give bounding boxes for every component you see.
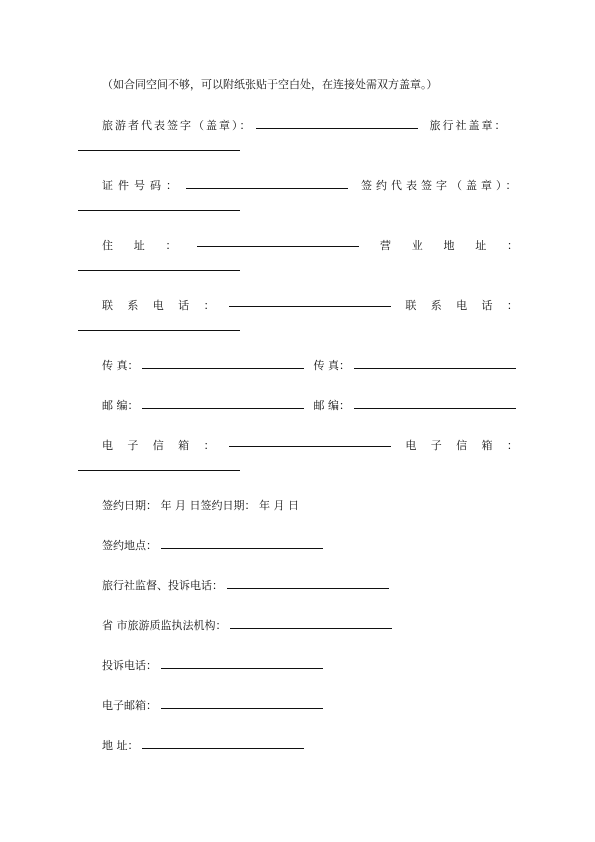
tourist-signature-label: 旅游者代表签字（盖章）： bbox=[102, 119, 253, 132]
phone-row bbox=[102, 297, 518, 313]
postcode-row bbox=[102, 397, 516, 413]
email-label-char-4: 箱 bbox=[178, 439, 190, 452]
address-field[interactable] bbox=[197, 237, 359, 247]
address-label-char-1: 住 bbox=[102, 239, 113, 252]
address-row bbox=[102, 237, 518, 253]
business-address-colon: ： bbox=[507, 239, 518, 252]
authority-field[interactable] bbox=[230, 619, 392, 629]
authority-address-label: 地 址： bbox=[102, 739, 139, 752]
complaint-phone-label: 投诉电话： bbox=[102, 659, 157, 672]
email-label-colon: ： bbox=[203, 439, 215, 452]
phone-label-char-1: 联 bbox=[102, 299, 113, 312]
authority-address-row bbox=[102, 737, 304, 753]
business-address-char-2: 业 bbox=[411, 239, 423, 252]
authority-address-field[interactable] bbox=[142, 739, 304, 749]
business-address-field[interactable] bbox=[78, 269, 240, 271]
business-address-char-1: 营 bbox=[380, 239, 391, 252]
email-row bbox=[102, 437, 518, 453]
authority-email-row bbox=[102, 697, 323, 713]
sign-place-label: 签约地点： bbox=[102, 539, 157, 552]
agency-phone-colon: ： bbox=[506, 299, 518, 312]
tourist-postcode-field[interactable] bbox=[142, 399, 304, 409]
agency-fax-field[interactable] bbox=[354, 359, 516, 369]
complaint-phone-field[interactable] bbox=[161, 659, 323, 669]
email-label-char-2: 子 bbox=[127, 439, 139, 452]
agent-signature-field[interactable] bbox=[78, 209, 240, 211]
agency-phone-field[interactable] bbox=[78, 329, 240, 331]
signature-row bbox=[102, 117, 508, 133]
tourist-signature-field[interactable] bbox=[256, 119, 418, 129]
agency-phone-char-2: 系 bbox=[430, 299, 442, 312]
agent-signature-label: 签约代表签字（盖章）： bbox=[361, 179, 521, 192]
agency-phone-char-1: 联 bbox=[405, 299, 417, 312]
agency-email-char-3: 信 bbox=[456, 439, 468, 452]
phone-label-char-3: 电 bbox=[152, 299, 164, 312]
tourist-email-field[interactable] bbox=[229, 437, 391, 447]
business-address-char-4: 址 bbox=[475, 239, 487, 252]
id-number-field[interactable] bbox=[186, 179, 348, 189]
agency-seal-label: 旅行社盖章： bbox=[429, 119, 508, 132]
agency-postcode-label: 邮 编： bbox=[313, 399, 350, 412]
agency-complaint-label: 旅行社监督、投诉电话： bbox=[102, 579, 223, 592]
authority-email-label: 电子邮箱： bbox=[102, 699, 157, 712]
address-label-char-2: 址 bbox=[133, 239, 145, 252]
agency-complaint-field[interactable] bbox=[227, 579, 389, 589]
agency-complaint-row bbox=[102, 577, 389, 593]
sign-place-row bbox=[102, 537, 323, 553]
authority-email-field[interactable] bbox=[161, 699, 323, 709]
supplement-note: （如合同空间不够，可以附纸张贴于空白处，在连接处需双方盖章。） bbox=[102, 78, 438, 91]
agency-email-colon: ： bbox=[506, 439, 518, 452]
tourist-fax-field[interactable] bbox=[142, 359, 304, 369]
tourist-postcode-label: 邮 编： bbox=[102, 399, 139, 412]
agency-seal-field[interactable] bbox=[78, 149, 240, 151]
agency-email-char-1: 电 bbox=[405, 439, 417, 452]
agency-email-field[interactable] bbox=[78, 469, 240, 471]
agency-phone-char-4: 话 bbox=[481, 299, 493, 312]
agency-postcode-field[interactable] bbox=[354, 399, 516, 409]
agency-phone-char-3: 电 bbox=[456, 299, 468, 312]
business-address-char-3: 地 bbox=[443, 239, 455, 252]
agency-fax-label: 传 真： bbox=[313, 359, 350, 372]
id-number-row bbox=[102, 177, 521, 193]
sign-place-field[interactable] bbox=[161, 539, 323, 549]
authority-label: 省 市旅游质监执法机构： bbox=[102, 619, 227, 632]
email-label-char-3: 信 bbox=[152, 439, 164, 452]
phone-label-char-4: 话 bbox=[178, 299, 190, 312]
tourist-fax-label: 传 真： bbox=[102, 359, 139, 372]
email-label-char-1: 电 bbox=[102, 439, 113, 452]
address-label-colon: ： bbox=[165, 239, 177, 252]
complaint-phone-row bbox=[102, 657, 323, 673]
agency-email-char-2: 子 bbox=[430, 439, 442, 452]
phone-label-char-2: 系 bbox=[127, 299, 139, 312]
tourist-phone-field[interactable] bbox=[229, 297, 391, 307]
authority-row bbox=[102, 617, 392, 633]
sign-date: 签约日期： 年 月 日签约日期： 年 月 日 bbox=[102, 499, 299, 512]
agency-email-char-4: 箱 bbox=[481, 439, 493, 452]
phone-label-colon: ： bbox=[203, 299, 215, 312]
id-number-label: 证件号码： bbox=[102, 179, 182, 192]
fax-row bbox=[102, 357, 516, 373]
